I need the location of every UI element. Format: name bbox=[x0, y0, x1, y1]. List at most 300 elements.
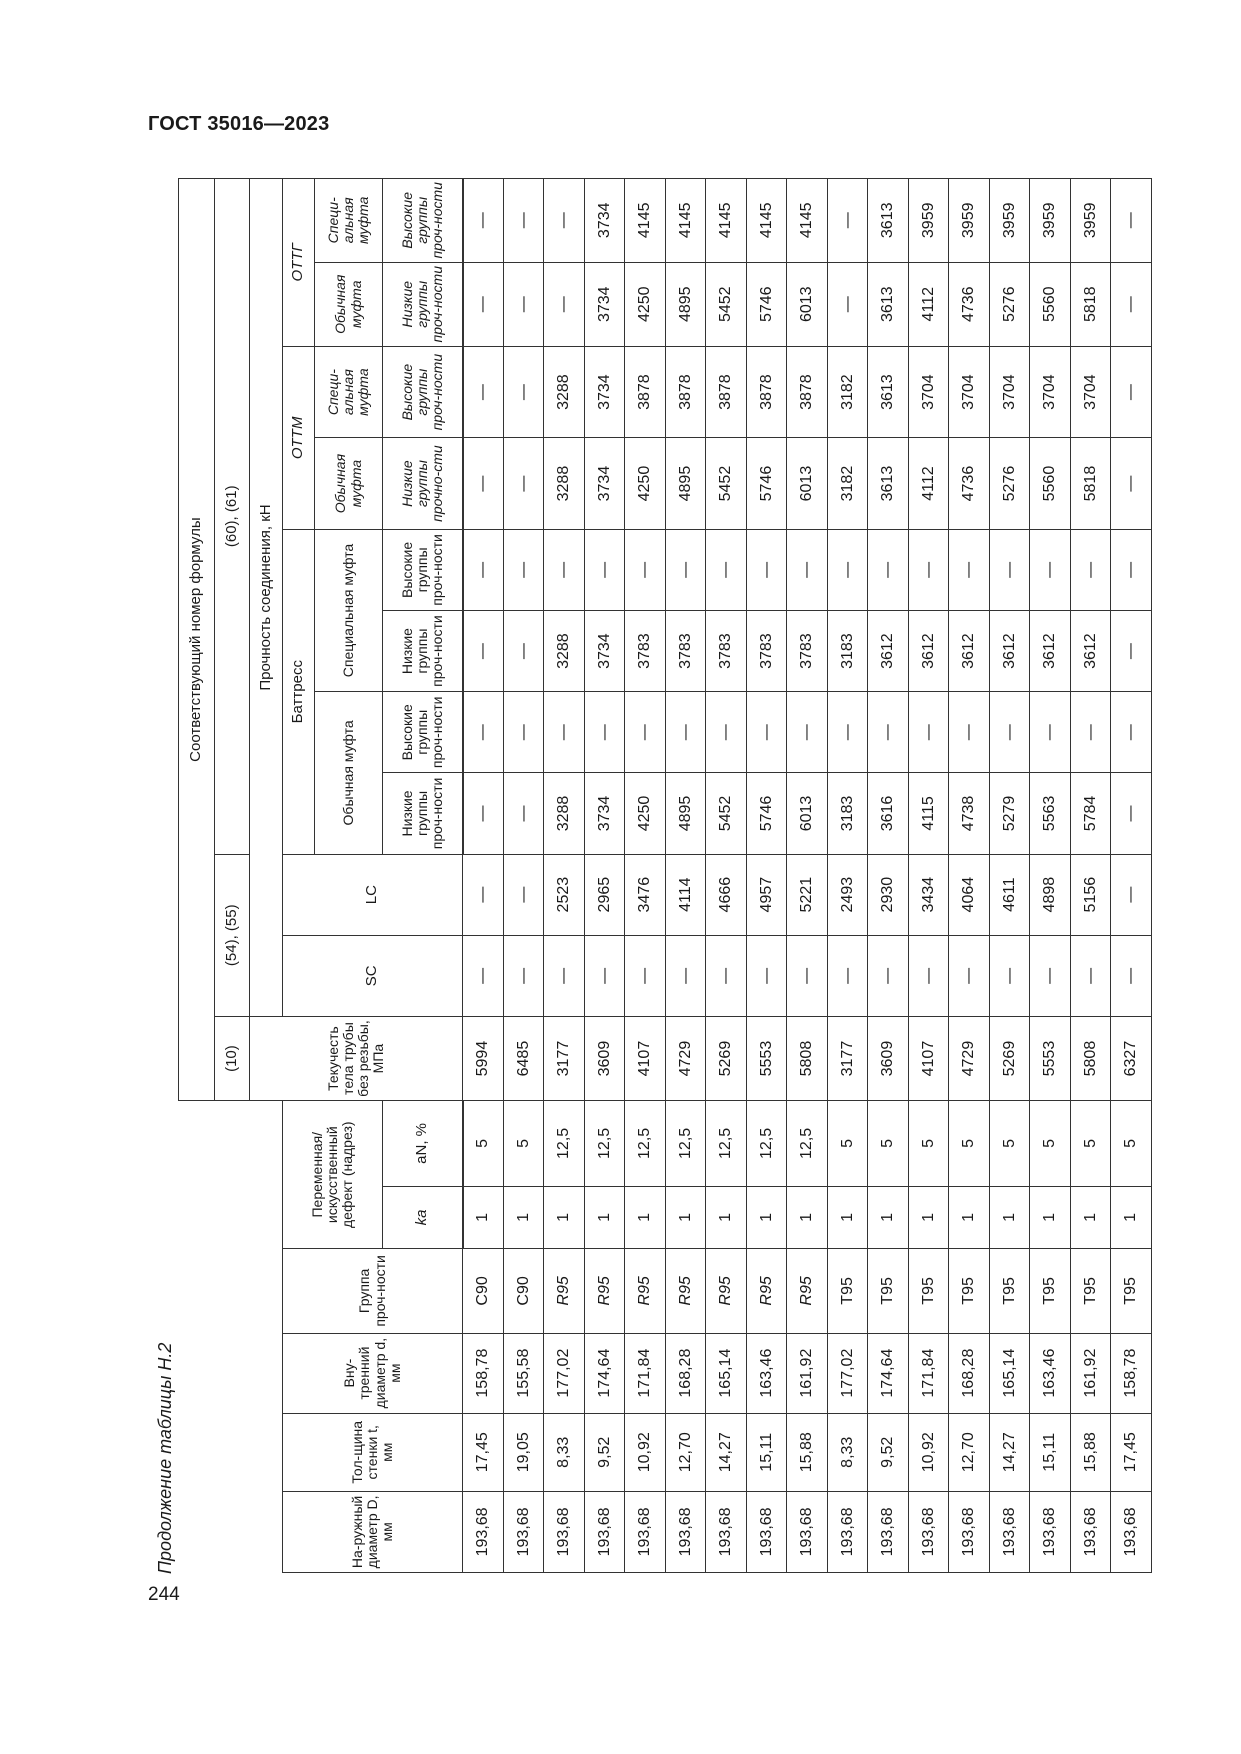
table-cell: T95 bbox=[989, 1249, 1030, 1333]
table-cell: — bbox=[706, 692, 747, 773]
table-cell: 1 bbox=[665, 1186, 706, 1249]
table-cell: — bbox=[949, 692, 990, 773]
table-cell: 1 bbox=[625, 1186, 666, 1249]
table-cell: 193,68 bbox=[544, 1491, 585, 1572]
table-cell: 3734 bbox=[584, 346, 625, 437]
table-cell: — bbox=[1070, 935, 1111, 1016]
table-cell: C90 bbox=[503, 1249, 544, 1333]
table-cell: 1 bbox=[584, 1186, 625, 1249]
table-cell: 4895 bbox=[665, 438, 706, 529]
table-cell: 3183 bbox=[827, 611, 868, 692]
table-cell: 158,78 bbox=[1111, 1333, 1152, 1413]
table-cell: 3612 bbox=[949, 611, 990, 692]
table-cell: — bbox=[625, 692, 666, 773]
table-cell: 165,14 bbox=[989, 1333, 1030, 1413]
header-inner-diameter: Вну-тренний диаметр d, мм bbox=[283, 1333, 463, 1413]
table-cell: R95 bbox=[584, 1249, 625, 1333]
table-cell: 3612 bbox=[989, 611, 1030, 692]
table-cell: 4145 bbox=[665, 179, 706, 263]
table-cell: — bbox=[584, 935, 625, 1016]
table-cell: — bbox=[463, 611, 504, 692]
table-cell: 4250 bbox=[625, 438, 666, 529]
table-cell: 3734 bbox=[584, 438, 625, 529]
table-cell: 3182 bbox=[827, 346, 868, 437]
table-cell: 3734 bbox=[584, 262, 625, 346]
table-cell: 5808 bbox=[787, 1016, 828, 1100]
header-ottm-special-high: Высокие группы проч-ности bbox=[383, 346, 463, 437]
table-cell: 165,14 bbox=[706, 1333, 747, 1413]
table-cell: 161,92 bbox=[1070, 1333, 1111, 1413]
page-number: 244 bbox=[148, 1584, 180, 1605]
table-cell: — bbox=[1111, 438, 1152, 529]
table-cell: 4107 bbox=[625, 1016, 666, 1100]
table-cell: T95 bbox=[827, 1249, 868, 1333]
table-row bbox=[625, 179, 666, 1573]
table-cell: 3878 bbox=[706, 346, 747, 437]
table-cell: 3613 bbox=[868, 438, 909, 529]
table-cell: — bbox=[463, 262, 504, 346]
header-spacer bbox=[179, 1101, 283, 1573]
table-row bbox=[1070, 179, 1111, 1573]
table-cell: 3612 bbox=[868, 611, 909, 692]
table-cell: 4115 bbox=[908, 773, 949, 854]
table-cell: 1 bbox=[1111, 1186, 1152, 1249]
table-cell: 12,5 bbox=[706, 1101, 747, 1186]
table-cell: 5 bbox=[463, 1101, 504, 1186]
table-cell: — bbox=[1111, 611, 1152, 692]
table-cell: — bbox=[1111, 773, 1152, 854]
table-cell: 5269 bbox=[706, 1016, 747, 1100]
table-cell: 163,46 bbox=[1030, 1333, 1071, 1413]
table-row bbox=[908, 179, 949, 1573]
table-cell: 4112 bbox=[908, 438, 949, 529]
table-cell: 19,05 bbox=[503, 1413, 544, 1491]
header-strength-group: Группа проч-ности bbox=[283, 1249, 463, 1333]
table-cell: 3783 bbox=[625, 611, 666, 692]
table-cell: 1 bbox=[463, 1186, 504, 1249]
table-cell: — bbox=[544, 529, 585, 610]
document-code: ГОСТ 35016—2023 bbox=[148, 113, 330, 135]
table-row bbox=[1030, 179, 1071, 1573]
table-cell: 3476 bbox=[625, 854, 666, 935]
table-cell: — bbox=[584, 692, 625, 773]
table-cell: 5560 bbox=[1030, 438, 1071, 529]
table-cell: — bbox=[665, 692, 706, 773]
table-cell: — bbox=[989, 692, 1030, 773]
table-cell: 4957 bbox=[746, 854, 787, 935]
table-cell: 3783 bbox=[787, 611, 828, 692]
table-cell: 5 bbox=[1070, 1101, 1111, 1186]
table-cell: 4729 bbox=[949, 1016, 990, 1100]
table-cell: 12,5 bbox=[787, 1101, 828, 1186]
table-cell: 5746 bbox=[746, 262, 787, 346]
table-row bbox=[746, 179, 787, 1573]
table-cell: 3783 bbox=[746, 611, 787, 692]
table-cell: 5452 bbox=[706, 262, 747, 346]
table-cell: — bbox=[989, 529, 1030, 610]
table-cell: 6013 bbox=[787, 262, 828, 346]
table-cell: 1 bbox=[949, 1186, 990, 1249]
table-cell: 174,64 bbox=[868, 1333, 909, 1413]
table-cell: 8,33 bbox=[827, 1413, 868, 1491]
table-cell: — bbox=[625, 935, 666, 1016]
table-caption: Продолжение таблицы Н.2 bbox=[155, 1342, 175, 1574]
table-cell: — bbox=[1111, 262, 1152, 346]
table-cell: 2930 bbox=[868, 854, 909, 935]
table-row bbox=[827, 179, 868, 1573]
table-cell: 4145 bbox=[706, 179, 747, 263]
table-cell: 3288 bbox=[544, 438, 585, 529]
header-ottm-special: Специ-альная муфта bbox=[315, 346, 383, 437]
table-cell: 15,88 bbox=[1070, 1413, 1111, 1491]
header-lc: LC bbox=[283, 854, 463, 935]
table-cell: 4107 bbox=[908, 1016, 949, 1100]
table-row bbox=[463, 179, 504, 1573]
table-cell: 3704 bbox=[908, 346, 949, 437]
header-ottm: ОТТМ bbox=[283, 346, 315, 529]
table-cell: — bbox=[544, 179, 585, 263]
table-cell: 3288 bbox=[544, 346, 585, 437]
table-cell: 6485 bbox=[503, 1016, 544, 1100]
table-cell: 3434 bbox=[908, 854, 949, 935]
table-cell: 3612 bbox=[1070, 611, 1111, 692]
table-cell: 3734 bbox=[584, 179, 625, 263]
table-row bbox=[544, 179, 585, 1573]
table-cell: 4145 bbox=[625, 179, 666, 263]
table-cell: 3704 bbox=[1030, 346, 1071, 437]
table-cell: — bbox=[1070, 692, 1111, 773]
table-cell: 3612 bbox=[908, 611, 949, 692]
table-cell: 193,68 bbox=[746, 1491, 787, 1572]
table-cell: 3613 bbox=[868, 179, 909, 263]
table-cell: — bbox=[989, 935, 1030, 1016]
table-cell: — bbox=[1111, 529, 1152, 610]
table-cell: 15,88 bbox=[787, 1413, 828, 1491]
table-cell: 2523 bbox=[544, 854, 585, 935]
header-formula-54-55: (54), (55) bbox=[215, 854, 250, 1016]
table-cell: 3959 bbox=[908, 179, 949, 263]
table-cell: R95 bbox=[706, 1249, 747, 1333]
table-cell: 1 bbox=[1030, 1186, 1071, 1249]
rotated-table-container bbox=[178, 178, 1152, 1573]
table-cell: 5 bbox=[949, 1101, 990, 1186]
table-cell: — bbox=[463, 692, 504, 773]
table-cell: 5 bbox=[989, 1101, 1030, 1186]
header-special-coupling: Специальная муфта bbox=[315, 529, 383, 691]
table-cell: 4736 bbox=[949, 262, 990, 346]
table-cell: 4145 bbox=[787, 179, 828, 263]
table-cell: 193,68 bbox=[868, 1491, 909, 1572]
table-cell: 3878 bbox=[787, 346, 828, 437]
table-cell: 174,64 bbox=[584, 1333, 625, 1413]
table-cell: 177,02 bbox=[544, 1333, 585, 1413]
table-cell: 9,52 bbox=[584, 1413, 625, 1491]
table-cell: — bbox=[503, 773, 544, 854]
table-cell: 17,45 bbox=[463, 1413, 504, 1491]
table-cell: 12,5 bbox=[746, 1101, 787, 1186]
table-row bbox=[706, 179, 747, 1573]
table-cell: 193,68 bbox=[463, 1491, 504, 1572]
table-cell: 3704 bbox=[949, 346, 990, 437]
table-cell: 4250 bbox=[625, 773, 666, 854]
table-cell: 163,46 bbox=[746, 1333, 787, 1413]
table-cell: — bbox=[503, 262, 544, 346]
table-cell: — bbox=[827, 262, 868, 346]
table-cell: 5818 bbox=[1070, 262, 1111, 346]
table-cell: 6013 bbox=[787, 438, 828, 529]
table-cell: 1 bbox=[544, 1186, 585, 1249]
table-cell: 1 bbox=[908, 1186, 949, 1249]
table-cell: 3734 bbox=[584, 773, 625, 854]
table-cell: 193,68 bbox=[989, 1491, 1030, 1572]
table-cell: — bbox=[625, 529, 666, 610]
table-cell: 3704 bbox=[1070, 346, 1111, 437]
table-cell: 4250 bbox=[625, 262, 666, 346]
table-cell: 14,27 bbox=[706, 1413, 747, 1491]
table-body bbox=[463, 179, 1152, 1573]
table-cell: 3616 bbox=[868, 773, 909, 854]
table-cell: 1 bbox=[503, 1186, 544, 1249]
table-cell: — bbox=[908, 935, 949, 1016]
table-cell: T95 bbox=[1030, 1249, 1071, 1333]
table-cell: 1 bbox=[1070, 1186, 1111, 1249]
table-cell: 5452 bbox=[706, 773, 747, 854]
table-cell: 3959 bbox=[989, 179, 1030, 263]
table-cell: 5269 bbox=[989, 1016, 1030, 1100]
header-ottg-regular: Обычная муфта bbox=[315, 262, 383, 346]
table-cell: 155,58 bbox=[503, 1333, 544, 1413]
table-cell: 3288 bbox=[544, 611, 585, 692]
header-buttress: Баттресс bbox=[283, 529, 315, 854]
table-cell: 3704 bbox=[989, 346, 1030, 437]
table-cell: 193,68 bbox=[787, 1491, 828, 1572]
table-cell: 14,27 bbox=[989, 1413, 1030, 1491]
table-cell: 2493 bbox=[827, 854, 868, 935]
table-cell: — bbox=[827, 179, 868, 263]
table-cell: — bbox=[827, 935, 868, 1016]
table-cell: T95 bbox=[1070, 1249, 1111, 1333]
table-cell: 5 bbox=[503, 1101, 544, 1186]
table-cell: 5156 bbox=[1070, 854, 1111, 935]
table-cell: 1 bbox=[989, 1186, 1030, 1249]
table-cell: — bbox=[463, 773, 504, 854]
table-cell: 12,5 bbox=[584, 1101, 625, 1186]
table-cell: — bbox=[1070, 529, 1111, 610]
table-cell: 17,45 bbox=[1111, 1413, 1152, 1491]
table-row bbox=[665, 179, 706, 1573]
table-cell: 5 bbox=[1111, 1101, 1152, 1186]
table-cell: R95 bbox=[665, 1249, 706, 1333]
table-cell: — bbox=[787, 692, 828, 773]
table-cell: 5276 bbox=[989, 262, 1030, 346]
table-cell: — bbox=[1111, 346, 1152, 437]
table-cell: 177,02 bbox=[827, 1333, 868, 1413]
table-cell: 12,5 bbox=[625, 1101, 666, 1186]
table-cell: 4114 bbox=[665, 854, 706, 935]
table-cell: — bbox=[463, 529, 504, 610]
table-cell: 12,5 bbox=[544, 1101, 585, 1186]
table-cell: 193,68 bbox=[949, 1491, 990, 1572]
table-cell: 193,68 bbox=[908, 1491, 949, 1572]
table-cell: 6327 bbox=[1111, 1016, 1152, 1100]
strength-table bbox=[178, 178, 1152, 1573]
header-wall-thickness: Тол-щина стенки t, мм bbox=[283, 1413, 463, 1491]
table-cell: 12,70 bbox=[949, 1413, 990, 1491]
table-cell: 4666 bbox=[706, 854, 747, 935]
table-cell: 5746 bbox=[746, 773, 787, 854]
table-cell: 168,28 bbox=[665, 1333, 706, 1413]
table-row bbox=[1111, 179, 1152, 1573]
table-cell: — bbox=[503, 692, 544, 773]
table-cell: 193,68 bbox=[1111, 1491, 1152, 1572]
table-cell: 5553 bbox=[746, 1016, 787, 1100]
table-cell: 5994 bbox=[463, 1016, 504, 1100]
header-outer-diameter: На-ружный диаметр D, мм bbox=[283, 1491, 463, 1572]
table-cell: — bbox=[463, 854, 504, 935]
table-cell: 193,68 bbox=[503, 1491, 544, 1572]
table-cell: T95 bbox=[949, 1249, 990, 1333]
table-row bbox=[503, 179, 544, 1573]
table-cell: 193,68 bbox=[1030, 1491, 1071, 1572]
table-cell: 12,70 bbox=[665, 1413, 706, 1491]
table-cell: 193,68 bbox=[584, 1491, 625, 1572]
table-cell: 5 bbox=[1030, 1101, 1071, 1186]
table-cell: R95 bbox=[746, 1249, 787, 1333]
table-cell: 5221 bbox=[787, 854, 828, 935]
table-cell: 1 bbox=[706, 1186, 747, 1249]
table-cell: 5784 bbox=[1070, 773, 1111, 854]
table-cell: — bbox=[1030, 935, 1071, 1016]
table-cell: — bbox=[544, 935, 585, 1016]
table-cell: 5 bbox=[827, 1101, 868, 1186]
table-cell: 10,92 bbox=[908, 1413, 949, 1491]
table-cell: — bbox=[868, 935, 909, 1016]
table-cell: 3612 bbox=[1030, 611, 1071, 692]
table-cell: 1 bbox=[868, 1186, 909, 1249]
table-cell: — bbox=[746, 529, 787, 610]
table-cell: 3288 bbox=[544, 773, 585, 854]
table-cell: 15,11 bbox=[1030, 1413, 1071, 1491]
table-cell: — bbox=[503, 179, 544, 263]
table-cell: — bbox=[503, 854, 544, 935]
table-cell: — bbox=[949, 935, 990, 1016]
table-cell: 4145 bbox=[746, 179, 787, 263]
table-cell: — bbox=[665, 529, 706, 610]
table-cell: 5 bbox=[908, 1101, 949, 1186]
table-cell: C90 bbox=[463, 1249, 504, 1333]
table-cell: 4611 bbox=[989, 854, 1030, 935]
table-cell: 4112 bbox=[908, 262, 949, 346]
table-cell: — bbox=[503, 529, 544, 610]
table-cell: 5818 bbox=[1070, 438, 1111, 529]
table-cell: — bbox=[1111, 935, 1152, 1016]
table-cell: 5560 bbox=[1030, 262, 1071, 346]
table-cell: — bbox=[908, 692, 949, 773]
table-cell: — bbox=[746, 692, 787, 773]
table-cell: — bbox=[868, 692, 909, 773]
table-cell: — bbox=[463, 179, 504, 263]
table-cell: 193,68 bbox=[827, 1491, 868, 1572]
table-cell: 5279 bbox=[989, 773, 1030, 854]
header-formula-number: Соответствующий номер формулы bbox=[179, 179, 215, 1101]
table-cell: 5746 bbox=[746, 438, 787, 529]
header-ottm-regular: Обычная муфта bbox=[315, 438, 383, 529]
table-cell: R95 bbox=[787, 1249, 828, 1333]
table-cell: 5276 bbox=[989, 438, 1030, 529]
table-cell: 3609 bbox=[868, 1016, 909, 1100]
table-cell: 3878 bbox=[746, 346, 787, 437]
table-cell: — bbox=[584, 529, 625, 610]
header-ottg-special-high: Высокие группы проч-ности bbox=[383, 179, 463, 263]
header-sc: SC bbox=[283, 935, 463, 1016]
table-cell: 3183 bbox=[827, 773, 868, 854]
table-cell: 3783 bbox=[665, 611, 706, 692]
header-buttress-regular-low: Низкие группы проч-ности bbox=[383, 773, 463, 854]
table-cell: 3613 bbox=[868, 346, 909, 437]
table-cell: 8,33 bbox=[544, 1413, 585, 1491]
header-ka: ka bbox=[383, 1186, 463, 1249]
table-cell: — bbox=[1030, 529, 1071, 610]
table-cell: — bbox=[706, 935, 747, 1016]
table-cell: — bbox=[503, 935, 544, 1016]
table-cell: 168,28 bbox=[949, 1333, 990, 1413]
table-cell: 193,68 bbox=[625, 1491, 666, 1572]
table-cell: — bbox=[949, 529, 990, 610]
header-formula-60-61: (60), (61) bbox=[215, 179, 250, 855]
table-cell: 9,52 bbox=[868, 1413, 909, 1491]
table-cell: 5553 bbox=[1030, 1016, 1071, 1100]
table-cell: 1 bbox=[787, 1186, 828, 1249]
table-cell: — bbox=[1111, 854, 1152, 935]
table-cell: 4064 bbox=[949, 854, 990, 935]
table-cell: 3783 bbox=[706, 611, 747, 692]
table-cell: 171,84 bbox=[908, 1333, 949, 1413]
header-buttress-special-high: Высокие группы проч-ности bbox=[383, 529, 463, 610]
header-regular-coupling: Обычная муфта bbox=[315, 692, 383, 854]
table-cell: — bbox=[868, 529, 909, 610]
table-cell: 3177 bbox=[827, 1016, 868, 1100]
table-cell: — bbox=[827, 529, 868, 610]
table-cell: — bbox=[787, 935, 828, 1016]
table-cell: T95 bbox=[908, 1249, 949, 1333]
table-cell: 1 bbox=[827, 1186, 868, 1249]
table-cell: 3959 bbox=[1070, 179, 1111, 263]
table-cell: R95 bbox=[625, 1249, 666, 1333]
table-cell: 12,5 bbox=[665, 1101, 706, 1186]
table-cell: 4898 bbox=[1030, 854, 1071, 935]
header-formula-10: (10) bbox=[215, 1016, 250, 1100]
table-row bbox=[989, 179, 1030, 1573]
table-cell: — bbox=[503, 438, 544, 529]
table-cell: — bbox=[463, 438, 504, 529]
table-cell: — bbox=[787, 529, 828, 610]
table-cell: 4895 bbox=[665, 262, 706, 346]
table-cell: — bbox=[463, 346, 504, 437]
table-cell: — bbox=[1111, 179, 1152, 263]
table-cell: 5563 bbox=[1030, 773, 1071, 854]
table-cell: 10,92 bbox=[625, 1413, 666, 1491]
table-cell: 3959 bbox=[1030, 179, 1071, 263]
table-cell: T95 bbox=[1111, 1249, 1152, 1333]
table-cell: 171,84 bbox=[625, 1333, 666, 1413]
table-cell: — bbox=[706, 529, 747, 610]
table-cell: 3878 bbox=[665, 346, 706, 437]
table-cell: R95 bbox=[544, 1249, 585, 1333]
header-buttress-special-low: Низкие группы проч-ности bbox=[383, 611, 463, 692]
header-ottg: ОТТГ bbox=[283, 179, 315, 347]
header-yield-strength: Текучесть тела трубы без резьбы, МПа bbox=[250, 1016, 463, 1100]
table-cell: 4738 bbox=[949, 773, 990, 854]
